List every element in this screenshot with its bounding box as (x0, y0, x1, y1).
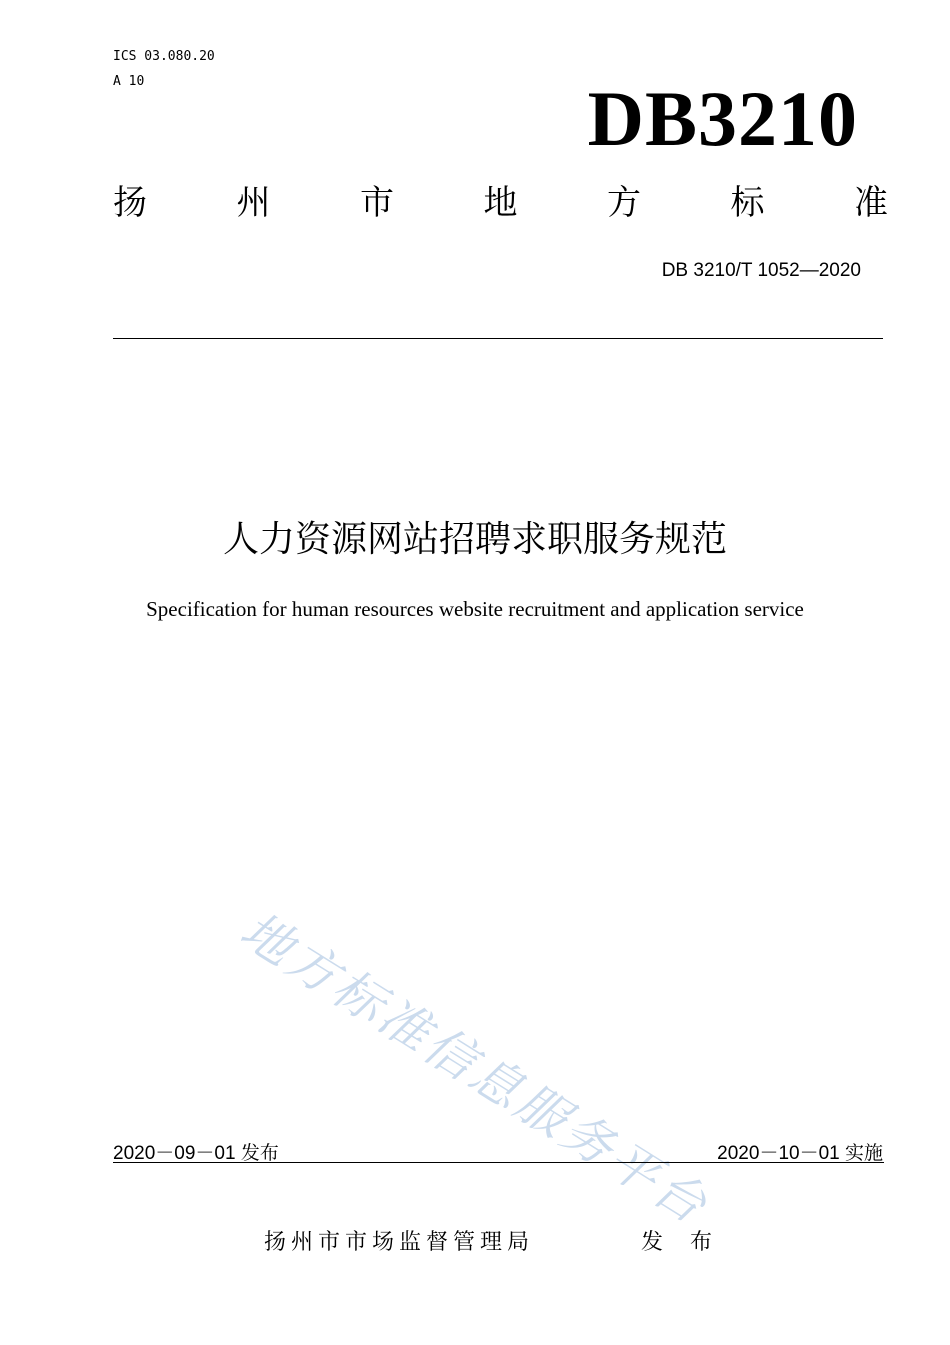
header-divider (113, 338, 883, 339)
issuing-authority: 扬州市市场监督管理局 (264, 1230, 535, 1255)
db-mark: DB3210 (587, 75, 858, 162)
publish-label: 发 布 (641, 1230, 722, 1255)
title-english: Specification for human resources website recruitment and application service (146, 597, 804, 621)
standard-type-char: 州 (236, 183, 271, 223)
ccs-code: A 10 (113, 74, 145, 89)
footer-divider (113, 1162, 884, 1163)
issue-date: 2020－09－01 发布 (113, 1143, 279, 1164)
watermark: 地方标准信息服务平台 (230, 900, 720, 1237)
standard-type-char: 市 (360, 183, 394, 223)
standard-number: DB 3210/T 1052—2020 (661, 260, 861, 281)
standard-type-char: 方 (607, 183, 641, 223)
standard-type-char: 标 (730, 183, 765, 223)
standard-type-heading (113, 183, 888, 223)
ics-code: ICS 03.080.20 (113, 49, 215, 64)
standard-type-char: 扬 (113, 183, 147, 223)
standard-type-char: 地 (483, 183, 518, 223)
implementation-date: 2020－10－01 实施 (717, 1143, 883, 1164)
standard-type-char: 准 (854, 183, 888, 223)
title-chinese: 人力资源网站招聘求职服务规范 (222, 519, 727, 560)
